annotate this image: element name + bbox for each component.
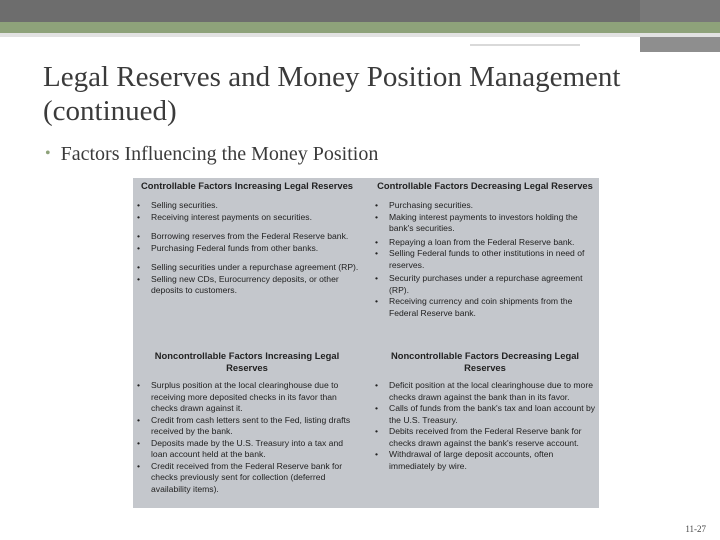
slide-number: 11-27 [685,524,706,534]
list-item: • Credit from cash letters sent to the Fed, listing drafts received by the bank. [133,415,361,438]
controllable-increasing-group-2 [133,231,361,254]
noncontrollable-increasing-header: Noncontrollable Factors Increasing Legal Reserves [154,350,340,373]
list-item: • Credit received from the Federal Reserve bank for checks previously sent for collection (deferred availability items). [133,461,361,496]
controllable-decreasing-group-2 [371,237,599,272]
controllable-increasing-group-1 [133,200,361,223]
list-item: • Repaying a loan from the Federal Reserve bank. [371,237,599,249]
controllable-decreasing-group-1 [371,200,599,235]
controllable-decreasing-header: Controllable Factors Decreasing Legal Reserves [377,180,593,191]
header-band-light [0,33,720,37]
reserve-factors-table [133,178,599,508]
controllable-section [133,180,599,356]
list-item: • Purchasing Federal funds from other banks. [133,243,361,255]
list-item: • Deficit position at the local clearinghouse due to more checks drawn against the bank than in its favor. [371,380,599,403]
list-item: • Selling Federal funds to other institutions in need of reserves. [371,248,599,271]
controllable-decreasing-group-3 [371,273,599,319]
list-item: • Making interest payments to investors holding the bank's securities. [371,212,599,235]
list-item: • Borrowing reserves from the Federal Reserve bank. [133,231,361,243]
bullet-text: Factors Influencing the Money Position [60,143,379,165]
noncontrollable-increasing-column [133,350,361,495]
noncontrollable-decreasing-column [371,350,599,472]
list-item: • Deposits made by the U.S. Treasury into a tax and loan account held at the bank. [133,438,361,461]
list-item: • Withdrawal of large deposit accounts, often immediately by wire. [371,449,599,472]
controllable-decreasing-column [371,180,599,319]
list-item: • Calls of funds from the bank's tax and loan account by the U.S. Treasury. [371,403,599,426]
noncontrollable-increasing-list [133,380,361,495]
list-item: • Selling new CDs, Eurocurrency deposits, or other deposits to customers. [133,274,361,297]
header-band-dark [0,0,720,22]
bullet-dot-icon: • [45,145,51,162]
list-item: • Security purchases under a repurchase agreement (RP). [371,273,599,296]
list-item: • Selling securities under a repurchase agreement (RP). [133,262,361,274]
list-item: • Receiving interest payments on securities. [133,212,361,224]
list-item: • Surplus position at the local clearinghouse due to receiving more deposited checks in its favor than checks drawn against it. [133,380,361,415]
controllable-increasing-group-3 [133,262,361,297]
list-item: • Receiving currency and coin shipments from the Federal Reserve bank. [371,296,599,319]
slide-title: Legal Reserves and Money Position Management (continued) [43,61,621,127]
header-accent-line [470,44,580,46]
controllable-increasing-header: Controllable Factors Increasing Legal Reserves [140,180,354,191]
controllable-increasing-column [133,180,361,297]
noncontrollable-decreasing-list [371,380,599,472]
bullet-item [45,143,378,166]
noncontrollable-decreasing-header: Noncontrollable Factors Decreasing Legal Reserves [390,350,580,373]
header-band-green [0,22,720,33]
noncontrollable-section [133,350,599,508]
list-item: • Debits received from the Federal Reserve bank for checks drawn against the bank's reserve account. [371,426,599,449]
list-item: • Purchasing securities. [371,200,599,212]
list-item: • Selling securities. [133,200,361,212]
